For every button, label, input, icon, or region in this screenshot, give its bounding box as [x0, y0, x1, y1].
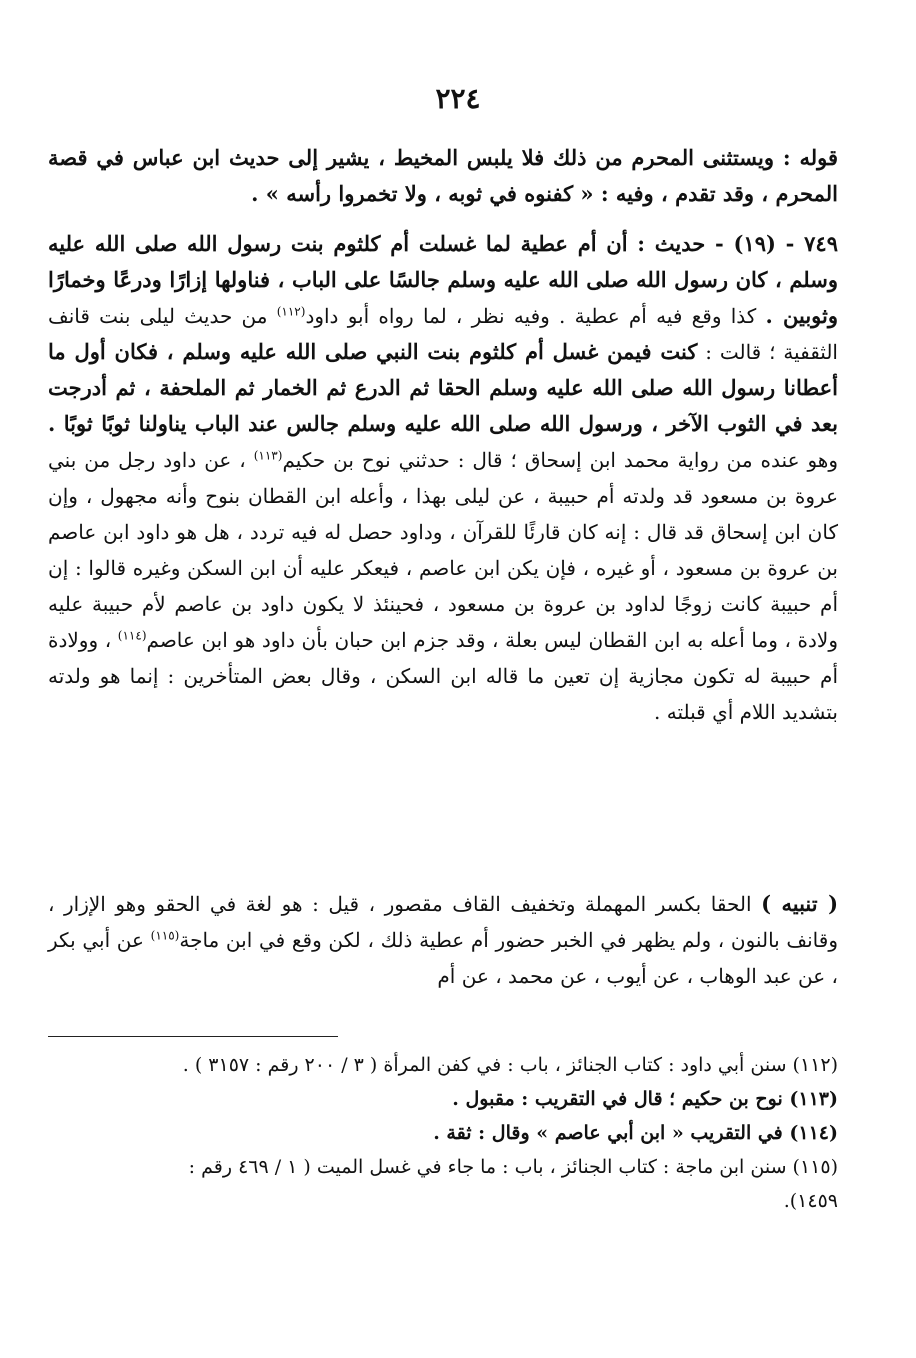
para3-text-1: الحقا بكسر المهملة وتخفيف القاف مقصور ، قيل : هو لغة في الحقو وهو الإزار ، وقانف بالنون ، ولم يظهر في الخبر حضور أم عطية ذلك ، لكن وقع في ابن ماجة	[48, 892, 838, 952]
para2-text-5: ، وولادة أم حبيبة له تكون مجازية إن تعين ما قاله ابن السكن ، وقال بعض المتأخرين : إنما هو ولدته بتشديد اللام أي قبلته .	[48, 628, 838, 724]
laila-quote: كنت فيمن غسل أم كلثوم بنت النبي صلى الله عليه وسلم ، فكان أول ما أعطانا رسول الله صلى الله عليه وسلم الحقا ثم الدرع ثم الخمار ثم الملحفة ، ثم أدرجت بعد في الثوب الآخر ، ورسول الله صلى الله عليه وسلم جالس عند الباب يناولنا ثوبًا ثوبًا .	[48, 339, 838, 436]
footnote-115: (١١٥) سنن ابن ماجة : كتاب الجنائز ، باب : ما جاء في غسل الميت ( ١ / ٤٦٩ رقم :	[188, 1156, 838, 1178]
note-label: ( تنبيه )	[761, 891, 839, 916]
paragraph-ibn-abbas	[48, 140, 838, 212]
footnote-ref-112[interactable]: (١١٢)	[276, 304, 306, 319]
paragraph-hadith-749	[48, 226, 838, 730]
footnote-ref-114[interactable]: (١١٤)	[117, 628, 147, 643]
footnote-113: (١١٣) نوح بن حكيم ؛ قال في التقريب : مقبول .	[452, 1088, 838, 1110]
footnotes	[48, 1048, 838, 1218]
hadith-number: ٧٤٩ - (١٩) - حديث :	[627, 231, 838, 256]
para1-quote: « كفنوه في ثوبه ، ولا تخمروا رأسه » .	[251, 181, 594, 206]
footnote-114: (١١٤) في التقريب « ابن أبي عاصم » وقال : ثقة .	[433, 1122, 838, 1144]
para2-text-2: من حديث ليلى بنت قانف الثقفية ؛ قالت :	[48, 304, 838, 364]
para2-text-4: ، عن داود رجل من بني عروة بن مسعود قد ولدته أم حبيبة ، عن ليلى بهذا ، وأعله ابن القطان بنوح وأنه مجهول ، وإن كان ابن إسحاق قد قال : إنه كان قارئًا للقرآن ، وداود حصل له فيه تردد ، هل هو داود ابن عاصم بن عروة بن مسعود ، أو غيره ، فإن يكن ابن عاصم ، فيعكر عليه أن ابن السكن وغيره قالوا : إن أم حبيبة كانت زوجًا لداود بن عروة بن مسعود ، فحينئذ لا يكون داود بن عاصم لأم حبيبة عليه ولادة ، وما أعله به ابن القطان ليس بعلة ، وقد جزم ابن حبان بأن داود هو ابن عاصم	[48, 448, 838, 652]
footnote-115-continued: ١٤٥٩).	[783, 1190, 838, 1212]
paragraph-note	[48, 886, 838, 994]
page-number: ٢٢٤	[435, 82, 481, 115]
footnote-divider	[48, 1036, 338, 1037]
para2-text-3: وهو عنده من رواية محمد ابن إسحاق ؛ قال : حدثني نوح بن حكيم	[282, 448, 838, 472]
para2-text-1: كذا وقع فيه أم عطية . وفيه نظر ، لما رواه أبو داود	[305, 304, 766, 328]
footnote-ref-115[interactable]: (١١٥)	[150, 928, 180, 943]
hadith-text: أن أم عطية لما غسلت أم كلثوم بنت رسول الله صلى الله عليه وسلم ، كان رسول الله صلى الله عليه وسلم جالسًا على الباب ، فناولها إزارًا ودرعًا وخمارًا وثوبين .	[48, 231, 839, 328]
footnote-112: (١١٢) سنن أبي داود : كتاب الجنائز ، باب : في كفن المرأة ( ٣ / ٢٠٠ رقم : ٣١٥٧ ) .	[182, 1054, 838, 1076]
footnote-ref-113[interactable]: (١١٣)	[253, 448, 283, 463]
para1-lead: قوله : ويستثنى المحرم من ذلك فلا يلبس المخيط ، يشير إلى حديث ابن عباس في قصة المحرم ، وقد تقدم ، وفيه :	[48, 145, 838, 206]
para3-text-2: عن أبي بكر ، عن عبد الوهاب ، عن أيوب ، عن محمد ، عن أم	[48, 928, 838, 988]
